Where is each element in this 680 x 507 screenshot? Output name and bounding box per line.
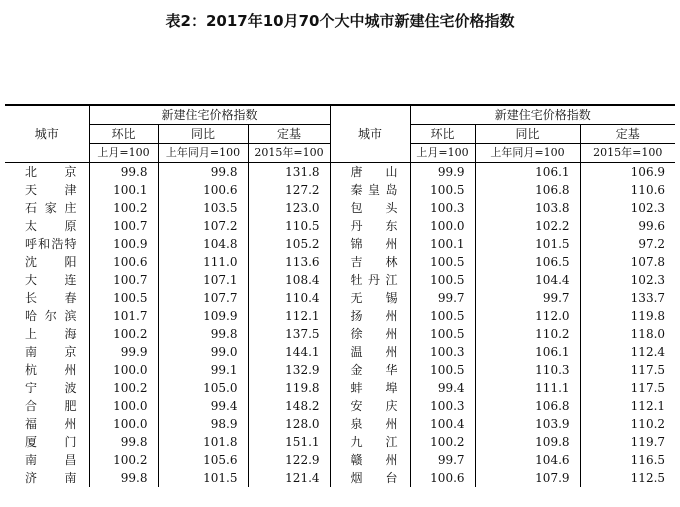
cell-mom-left: 100.0: [89, 361, 158, 379]
cell-mom-right: 99.7: [410, 289, 475, 307]
cell-yoy-left: 99.4: [158, 397, 248, 415]
cell-base-left: 128.0: [248, 415, 330, 433]
cell-mom-right: 100.2: [410, 433, 475, 451]
cell-mom-left: 99.8: [89, 469, 158, 487]
cell-mom-right: 100.1: [410, 235, 475, 253]
cell-yoy-right: 110.3: [475, 361, 580, 379]
cell-base-right: 97.2: [580, 235, 675, 253]
cell-city-right: 烟 台: [330, 469, 410, 487]
table-row: [5, 271, 675, 289]
cell-city-right: 蚌 埠: [330, 379, 410, 397]
cell-city-left: 沈 阳: [25, 255, 77, 269]
cell-city-right: 锦 州: [330, 235, 410, 253]
cell-yoy-right: 112.0: [475, 307, 580, 325]
cell-city-right: 赣 州: [330, 451, 410, 469]
unit-mom-left: 上月=100: [89, 144, 158, 163]
table-row: [5, 325, 675, 343]
table-row: [5, 451, 675, 469]
cell-city-right: 丹 东: [330, 217, 410, 235]
cell-mom-right: 100.3: [410, 343, 475, 361]
cell-base-right: 116.5: [580, 451, 675, 469]
cell-yoy-right: 110.2: [475, 325, 580, 343]
cell-yoy-right: 106.1: [475, 163, 580, 182]
cell-mom-left: 100.7: [89, 271, 158, 289]
cell-city-left: 长 春: [25, 291, 77, 305]
cell-mom-right: 100.5: [410, 307, 475, 325]
cell-base-right: 110.6: [580, 181, 675, 199]
cell-city-left: 宁 波: [25, 381, 77, 395]
cell-base-left: 144.1: [248, 343, 330, 361]
cell-city-right: 唐 山: [330, 163, 410, 182]
table-row: [5, 289, 675, 307]
cell-city-left: 太 原: [25, 219, 77, 233]
cell-yoy-left: 109.9: [158, 307, 248, 325]
cell-mom-left: 100.2: [89, 451, 158, 469]
header-group-left: 新建住宅价格指数: [89, 105, 330, 125]
cell-base-right: 110.2: [580, 415, 675, 433]
cell-yoy-right: 99.7: [475, 289, 580, 307]
cell-yoy-right: 104.4: [475, 271, 580, 289]
cell-yoy-left: 99.8: [158, 163, 248, 182]
cell-yoy-right: 106.1: [475, 343, 580, 361]
table-row: [5, 433, 675, 451]
cell-city-right: 徐 州: [330, 325, 410, 343]
table-row: [5, 163, 675, 182]
cell-base-right: 119.7: [580, 433, 675, 451]
table-row: [5, 199, 675, 217]
cell-mom-right: 100.0: [410, 217, 475, 235]
cell-city-right: 九 江: [330, 433, 410, 451]
cell-mom-left: 99.8: [89, 163, 158, 182]
cell-mom-right: 100.5: [410, 181, 475, 199]
cell-mom-right: 99.7: [410, 451, 475, 469]
cell-yoy-right: 106.5: [475, 253, 580, 271]
cell-mom-right: 99.9: [410, 163, 475, 182]
cell-base-left: 112.1: [248, 307, 330, 325]
cell-yoy-right: 103.9: [475, 415, 580, 433]
cell-yoy-right: 111.1: [475, 379, 580, 397]
cell-yoy-right: 107.9: [475, 469, 580, 487]
header-base-left: 定基: [248, 125, 330, 144]
cell-base-left: 121.4: [248, 469, 330, 487]
cell-base-right: 112.5: [580, 469, 675, 487]
cell-base-right: 118.0: [580, 325, 675, 343]
cell-yoy-left: 103.5: [158, 199, 248, 217]
cell-yoy-left: 101.5: [158, 469, 248, 487]
cell-city-right: 牡丹江: [330, 271, 410, 289]
cell-city-left: 南 昌: [25, 453, 77, 467]
cell-yoy-left: 107.2: [158, 217, 248, 235]
cell-mom-left: 100.9: [89, 235, 158, 253]
cell-base-right: 117.5: [580, 379, 675, 397]
cell-base-left: 137.5: [248, 325, 330, 343]
cell-yoy-right: 109.8: [475, 433, 580, 451]
cell-city-left: 厦 门: [25, 435, 77, 449]
cell-mom-left: 101.7: [89, 307, 158, 325]
cell-mom-left: 100.2: [89, 379, 158, 397]
cell-yoy-right: 104.6: [475, 451, 580, 469]
cell-mom-right: 100.6: [410, 469, 475, 487]
unit-mom-right: 上月=100: [410, 144, 475, 163]
unit-yoy-right: 上年同月=100: [475, 144, 580, 163]
cell-yoy-left: 105.6: [158, 451, 248, 469]
cell-yoy-left: 105.0: [158, 379, 248, 397]
cell-base-left: 110.4: [248, 289, 330, 307]
unit-base-left: 2015年=100: [248, 144, 330, 163]
cell-yoy-left: 111.0: [158, 253, 248, 271]
cell-mom-right: 99.4: [410, 379, 475, 397]
cell-mom-right: 100.3: [410, 199, 475, 217]
cell-yoy-right: 102.2: [475, 217, 580, 235]
table-row: [5, 217, 675, 235]
header-base-right: 定基: [580, 125, 675, 144]
cell-mom-left: 100.1: [89, 181, 158, 199]
cell-city-right: 温 州: [330, 343, 410, 361]
cell-mom-left: 100.0: [89, 415, 158, 433]
cell-base-left: 123.0: [248, 199, 330, 217]
cell-city-left: 福 州: [25, 417, 77, 431]
cell-yoy-left: 104.8: [158, 235, 248, 253]
table-row: [5, 235, 675, 253]
cell-base-right: 133.7: [580, 289, 675, 307]
cell-yoy-left: 99.8: [158, 325, 248, 343]
cell-mom-left: 100.2: [89, 325, 158, 343]
cell-yoy-left: 99.0: [158, 343, 248, 361]
cell-base-left: 148.2: [248, 397, 330, 415]
cell-yoy-left: 99.1: [158, 361, 248, 379]
cell-yoy-right: 101.5: [475, 235, 580, 253]
cell-city-right: 包 头: [330, 199, 410, 217]
cell-mom-left: 99.9: [89, 343, 158, 361]
cell-city-left: 天 津: [25, 183, 77, 197]
cell-city-left: 北 京: [25, 165, 77, 179]
header-mom-left: 环比: [89, 125, 158, 144]
cell-base-left: 131.8: [248, 163, 330, 182]
cell-base-left: 132.9: [248, 361, 330, 379]
page-title: 表2：2017年10月70个大中城市新建住宅价格指数: [165, 12, 515, 30]
cell-yoy-left: 98.9: [158, 415, 248, 433]
header-yoy-right: 同比: [475, 125, 580, 144]
cell-base-left: 110.5: [248, 217, 330, 235]
cell-mom-right: 100.4: [410, 415, 475, 433]
cell-yoy-left: 100.6: [158, 181, 248, 199]
header-city-left: 城市: [5, 105, 89, 163]
cell-base-right: 102.3: [580, 271, 675, 289]
cell-mom-right: 100.5: [410, 253, 475, 271]
table-row: [5, 379, 675, 397]
table-row: [5, 307, 675, 325]
table-body: [5, 163, 675, 488]
unit-yoy-left: 上年同月=100: [158, 144, 248, 163]
cell-base-right: 112.1: [580, 397, 675, 415]
cell-base-left: 119.8: [248, 379, 330, 397]
table-row: [5, 181, 675, 199]
header-city-right: 城市: [330, 105, 410, 163]
table-row: [5, 469, 675, 487]
cell-city-right: 秦皇岛: [330, 181, 410, 199]
cell-city-left: 哈尔滨: [25, 309, 77, 323]
cell-mom-right: 100.3: [410, 397, 475, 415]
cell-base-right: 102.3: [580, 199, 675, 217]
cell-base-left: 127.2: [248, 181, 330, 199]
cell-base-right: 119.8: [580, 307, 675, 325]
cell-city-left: 济 南: [25, 471, 77, 485]
header-yoy-left: 同比: [158, 125, 248, 144]
table-row: [5, 415, 675, 433]
cell-city-left: 石家庄: [25, 201, 77, 215]
header-group-right: 新建住宅价格指数: [410, 105, 675, 125]
table-row: [5, 253, 675, 271]
cell-yoy-left: 101.8: [158, 433, 248, 451]
cell-city-right: 安 庆: [330, 397, 410, 415]
cell-mom-left: 100.2: [89, 199, 158, 217]
cell-yoy-left: 107.7: [158, 289, 248, 307]
cell-base-right: 117.5: [580, 361, 675, 379]
cell-mom-left: 100.0: [89, 397, 158, 415]
table-row: [5, 397, 675, 415]
cell-mom-left: 99.8: [89, 433, 158, 451]
cell-mom-right: 100.5: [410, 325, 475, 343]
cell-city-left: 杭 州: [25, 363, 77, 377]
cell-yoy-right: 103.8: [475, 199, 580, 217]
cell-yoy-left: 107.1: [158, 271, 248, 289]
cell-city-right: 泉 州: [330, 415, 410, 433]
cell-base-right: 107.8: [580, 253, 675, 271]
cell-city-left: 大 连: [25, 273, 77, 287]
cell-base-right: 99.6: [580, 217, 675, 235]
cell-city-left: 南 京: [25, 345, 77, 359]
price-index-table: [5, 104, 675, 487]
cell-city-left: 呼和浩特: [25, 237, 77, 251]
table-row: [5, 361, 675, 379]
cell-city-right: 吉 林: [330, 253, 410, 271]
cell-base-left: 108.4: [248, 271, 330, 289]
cell-base-left: 113.6: [248, 253, 330, 271]
header-mom-right: 环比: [410, 125, 475, 144]
cell-base-left: 122.9: [248, 451, 330, 469]
cell-mom-left: 100.5: [89, 289, 158, 307]
cell-city-right: 扬 州: [330, 307, 410, 325]
cell-yoy-right: 106.8: [475, 181, 580, 199]
cell-base-left: 151.1: [248, 433, 330, 451]
cell-base-right: 112.4: [580, 343, 675, 361]
cell-mom-left: 100.7: [89, 217, 158, 235]
cell-mom-right: 100.5: [410, 271, 475, 289]
table-row: [5, 343, 675, 361]
cell-city-left: 合 肥: [25, 399, 77, 413]
cell-city-right: 金 华: [330, 361, 410, 379]
cell-mom-left: 100.6: [89, 253, 158, 271]
cell-base-left: 105.2: [248, 235, 330, 253]
cell-city-left: 上 海: [25, 327, 77, 341]
cell-yoy-right: 106.8: [475, 397, 580, 415]
cell-base-right: 106.9: [580, 163, 675, 182]
cell-city-right: 无 锡: [330, 289, 410, 307]
cell-mom-right: 100.5: [410, 361, 475, 379]
unit-base-right: 2015年=100: [580, 144, 675, 163]
